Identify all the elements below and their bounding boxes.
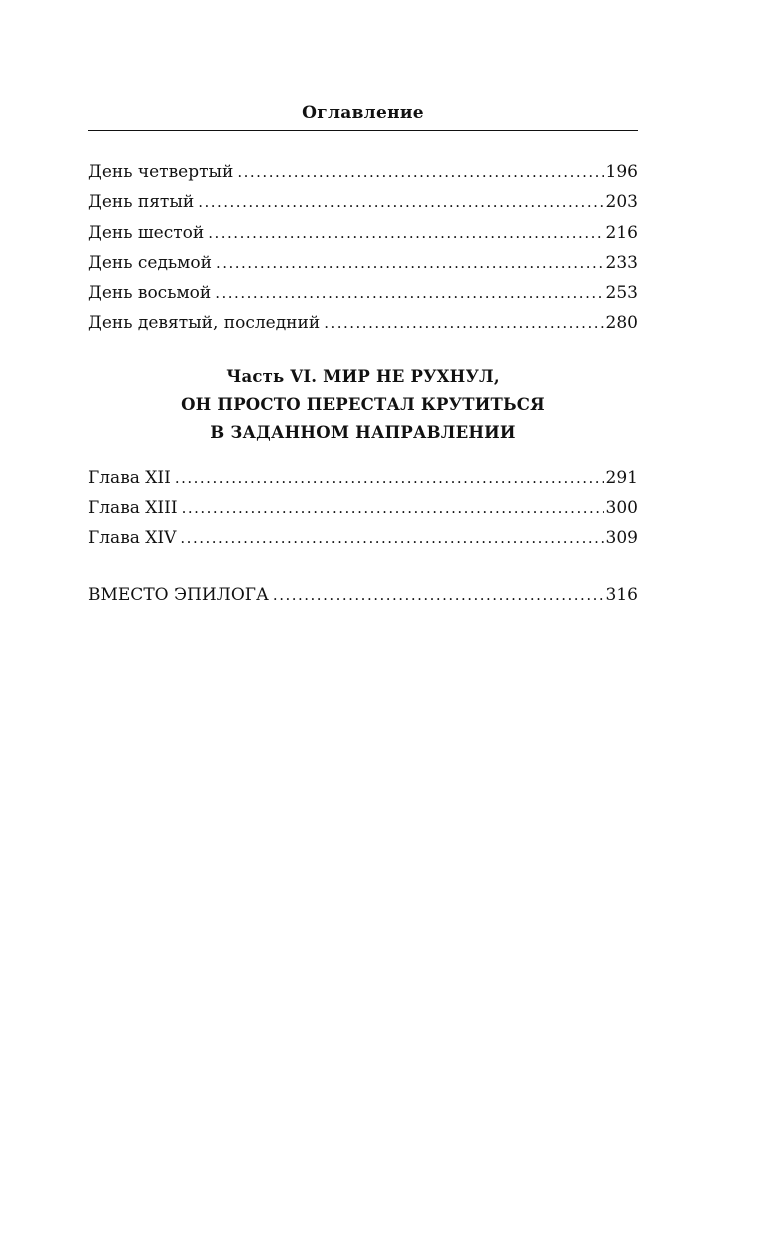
dot-leader xyxy=(208,218,603,248)
part-heading-line: ОН ПРОСТО ПЕРЕСТАЛ КРУТИТЬСЯ xyxy=(181,394,545,414)
dot-leader xyxy=(198,187,603,217)
toc-entry[interactable] xyxy=(88,218,638,248)
dot-leader xyxy=(175,463,604,493)
toc-entry-page: 196 xyxy=(605,162,638,182)
toc-entry-page: 309 xyxy=(605,528,638,549)
toc-entry[interactable] xyxy=(88,248,638,278)
dot-leader xyxy=(237,157,603,187)
toc-entry-title: Глава XII xyxy=(88,467,171,488)
toc-entry-title: День пятый xyxy=(88,192,195,213)
toc-entry[interactable] xyxy=(88,463,638,493)
toc-entry[interactable] xyxy=(88,278,638,308)
toc-entry-page: 253 xyxy=(605,283,638,304)
page-title: Оглавление xyxy=(88,100,638,131)
toc-entry-page: 280 xyxy=(605,313,638,334)
toc-entry-epilogue[interactable] xyxy=(88,580,638,610)
toc-entry-title: Глава XIV xyxy=(88,528,177,549)
dot-leader xyxy=(215,278,603,308)
table-of-contents-page xyxy=(88,100,638,610)
toc-epilogue xyxy=(88,580,638,610)
part-heading-line: В ЗАДАННОМ НАПРАВЛЕНИИ xyxy=(210,422,516,442)
toc-entry-title: День четвертый xyxy=(88,162,234,182)
toc-entry-page: 291 xyxy=(605,467,638,488)
toc-entry-title: День девятый, последний xyxy=(88,313,321,334)
toc-entry-title: День восьмой xyxy=(88,283,212,304)
dot-leader xyxy=(182,493,604,523)
toc-entry[interactable] xyxy=(88,157,638,187)
toc-entry[interactable] xyxy=(88,308,638,338)
part-heading[interactable] xyxy=(88,363,638,447)
toc-entry-page: 316 xyxy=(605,584,638,605)
toc-entry-page: 233 xyxy=(605,252,638,273)
toc-chapters-list xyxy=(88,463,638,554)
toc-entry[interactable] xyxy=(88,493,638,523)
toc-entry-title: ВМЕСТО ЭПИЛОГА xyxy=(88,584,269,605)
dot-leader xyxy=(216,248,604,278)
dot-leader xyxy=(273,580,604,610)
dot-leader xyxy=(180,523,603,553)
toc-entry-title: День шестой xyxy=(88,222,205,243)
toc-entry-page: 216 xyxy=(605,222,638,243)
toc-entry-title: Глава XIII xyxy=(88,498,178,519)
toc-entry-page: 300 xyxy=(605,498,638,519)
toc-days-list xyxy=(88,157,638,339)
toc-entry-page: 203 xyxy=(605,192,638,213)
dot-leader xyxy=(324,308,603,338)
toc-entry[interactable] xyxy=(88,523,638,553)
toc-entry-title: День седьмой xyxy=(88,252,212,273)
toc-entry[interactable] xyxy=(88,187,638,217)
part-heading-line: Часть VI. МИР НЕ РУХНУЛ, xyxy=(226,366,500,386)
